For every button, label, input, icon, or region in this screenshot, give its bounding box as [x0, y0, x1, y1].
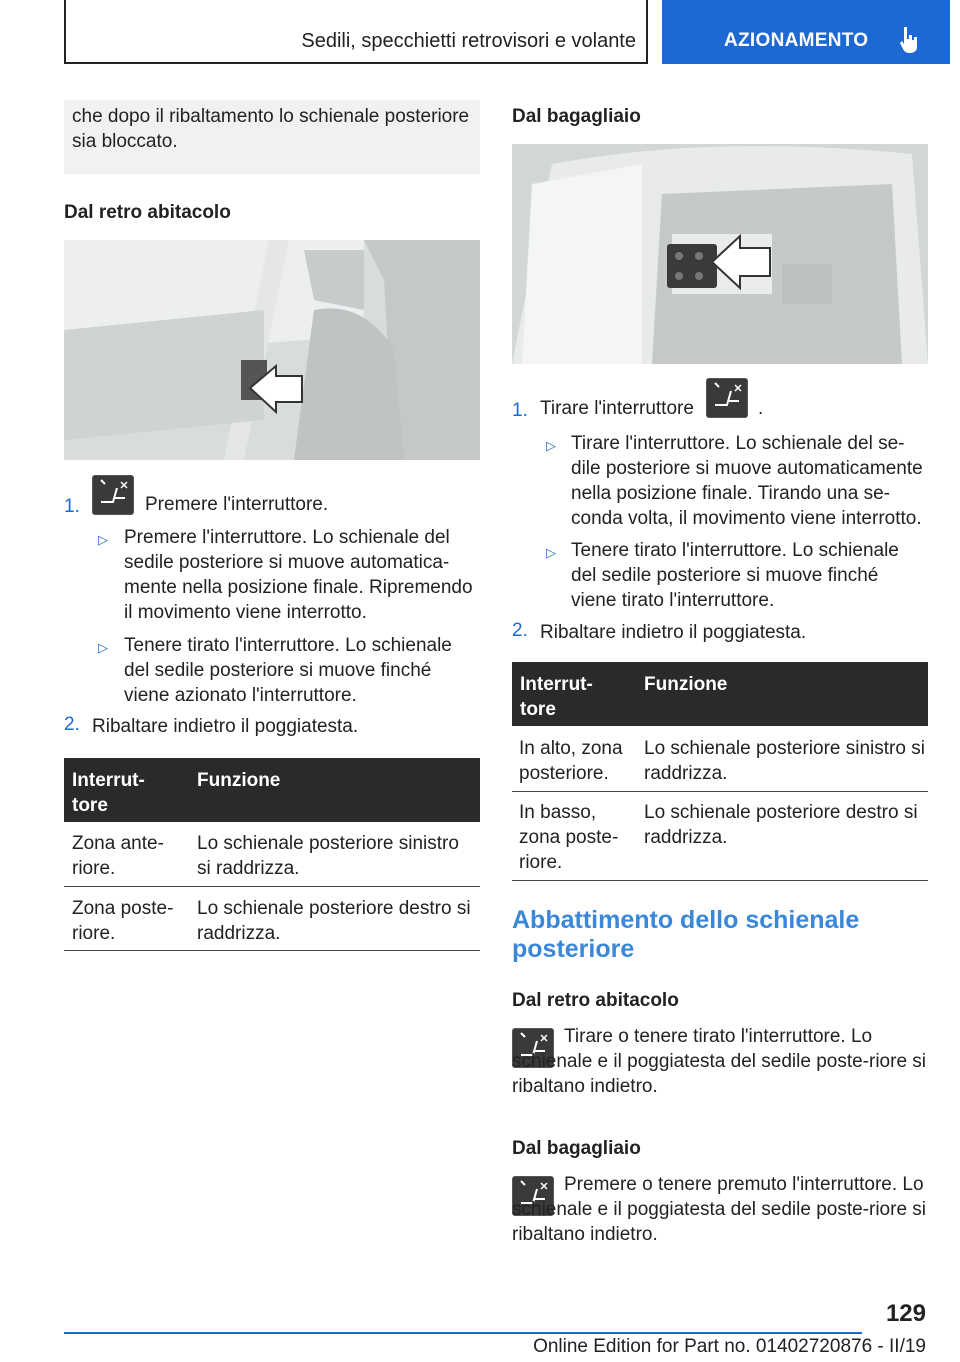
- table-divider: [64, 886, 480, 887]
- right-table-header: [512, 662, 928, 726]
- edition-text: Online Edition for Part no. 01402720876 - II/19: [533, 1336, 926, 1357]
- left-step2-number: 2.: [64, 714, 80, 735]
- left-step1-sub1: Premere l'interruttore. Lo schienale del sedile posteriore si muove automatica-mente nella posizione finale. Ripremendo il movimento viene interrotto.: [124, 527, 473, 623]
- bullet-triangle-icon: ▷: [546, 438, 556, 453]
- bullet-triangle-icon: ▷: [98, 532, 108, 547]
- right-table-row2-a: In basso, zona poste-riore.: [519, 802, 619, 873]
- note-box: [64, 100, 480, 174]
- right-table-row2-b: Lo schienale posteriore destro si raddrizza.: [644, 802, 918, 848]
- left-table-row2-b: Lo schienale posteriore destro si raddrizza.: [197, 898, 471, 944]
- seat-switch-icon: [92, 475, 134, 515]
- right-step1-sub1: Tirare l'interruttore. Lo schienale del se-dile posteriore si muove automaticamente nella posizione finale. Tirando una se-conda volta, il movimento viene interrotto.: [571, 433, 923, 529]
- left-step1-number: 1.: [64, 496, 80, 517]
- right-table-row1-a: In alto, zona posteriore.: [519, 738, 623, 784]
- left-step1-text: Premere l'interruttore.: [145, 494, 329, 515]
- page-number: 129: [885, 1300, 926, 1327]
- left-table-row1-a: Zona ante-riore.: [72, 833, 164, 879]
- right-step2-text: Ribaltare indietro il poggiatesta.: [540, 622, 807, 643]
- left-table-col2: Funzione: [197, 770, 281, 791]
- note-text: che dopo il ribaltamento lo schienale posteriore sia bloccato.: [72, 106, 470, 152]
- section-title: Sedili, specchietti retrovisori e volante: [301, 30, 636, 52]
- footer-rule: [64, 1332, 862, 1334]
- bullet-triangle-icon: ▷: [98, 640, 108, 655]
- sub1-text: Tirare o tenere tirato l'interruttore. Lo schienale e il poggiatesta del sedile poste-riore si ribaltano indietro.: [512, 1026, 927, 1097]
- chapter-tab[interactable]: [662, 0, 950, 64]
- rear-cabin-image: [64, 240, 480, 460]
- right-step1-text-b: .: [758, 398, 764, 419]
- pointing-hand-icon: [898, 26, 920, 54]
- chapter-tab-label: AZIONAMENTO: [724, 30, 869, 51]
- left-step2-text: Ribaltare indietro il poggiatesta.: [92, 716, 359, 737]
- left-table-row2-a: Zona poste-riore.: [72, 898, 174, 944]
- right-step1-sub2: Tenere tirato l'interruttore. Lo schienale del sedile posteriore si muove finché viene tirato l'interruttore.: [571, 540, 899, 611]
- left-table-col1: Interrut-tore: [72, 770, 145, 816]
- right-step2-number: 2.: [512, 620, 528, 641]
- right-step1-text-a: Tirare l'interruttore: [540, 398, 694, 419]
- right-step1-number: 1.: [512, 400, 528, 421]
- left-table-row1-b: Lo schienale posteriore sinistro si raddrizza.: [197, 833, 459, 879]
- sub-heading-trunk: Dal bagagliaio: [512, 1138, 641, 1159]
- left-table-header: [64, 758, 480, 822]
- table-divider: [512, 791, 928, 792]
- left-heading-rear-cabin: Dal retro abitacolo: [64, 202, 231, 223]
- trunk-image: [512, 144, 928, 364]
- sub2-text: Premere o tenere premuto l'interruttore. Lo schienale e il poggiatesta del sedile poste-riore si ribaltano indietro.: [512, 1174, 927, 1245]
- sub-heading-rear-cabin: Dal retro abitacolo: [512, 990, 679, 1011]
- right-heading-trunk: Dal bagagliaio: [512, 106, 641, 127]
- section-heading: Abbattimento dello schienale posteriore: [512, 906, 860, 963]
- left-step1-sub2: Tenere tirato l'interruttore. Lo schienale del sedile posteriore si muove finché viene azionato l'interruttore.: [124, 635, 452, 706]
- table-divider: [512, 880, 928, 881]
- bullet-triangle-icon: ▷: [546, 545, 556, 560]
- right-table-row1-b: Lo schienale posteriore sinistro si raddrizza.: [644, 738, 925, 784]
- table-divider: [64, 950, 480, 951]
- right-table-col2: Funzione: [644, 674, 728, 695]
- seat-switch-icon: [706, 378, 748, 418]
- right-table-col1: Interrut-tore: [520, 674, 593, 720]
